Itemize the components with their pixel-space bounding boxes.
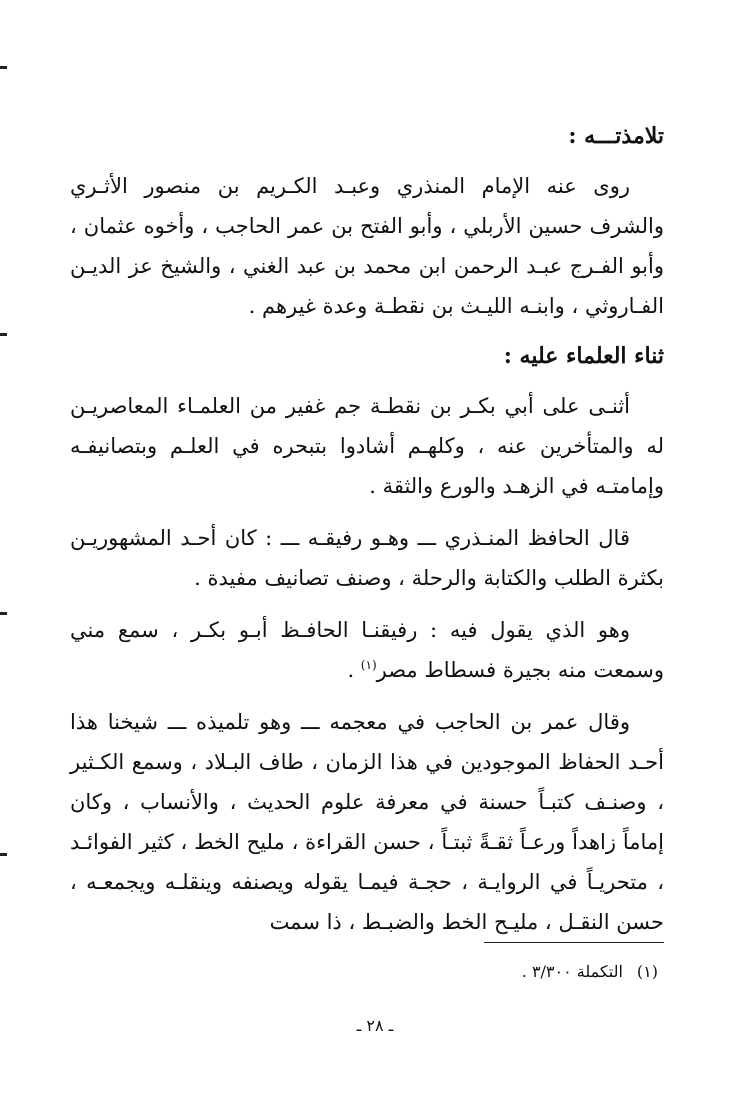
quote-text: وهو الذي يقول فيه : رفيقنـا الحافـظ أبـو بكـر ، سمع مني وسمعت منه بجيرة فسطاط مصر: [70, 618, 664, 682]
heading-praise: ثناء العلماء عليه :: [503, 343, 664, 369]
page-number: ـ ٢٨ ـ: [356, 1016, 394, 1035]
main-text: [70, 118, 664, 954]
students-paragraph: روى عنه الإمام المنذري وعبـد الكـريم بن منصور الأثـري والشرف حسين الأربلي ، وأبو الفتح بن عمر الحاجب ، وأخوه عثمان ، وأبو الفـرج عبـد الرحمن ابن محمد بن عبد الغني ، والشيخ عز الديـن الفـاروثي ، وابنـه الليـث بن نقطـة وعدة غيرهم .: [70, 174, 664, 318]
praise-paragraph: أثنـى على أبي بكـر بن نقطـة جم غفير من العلمـاء المعاصريـن له والمتأخرين عنه ، وكلهـم أشادوا بتبحره في العلـم وبتصانيفـه وإمامتـه في الزهـد والورع والثقة .: [70, 394, 664, 498]
umar-paragraph: وقال عمر بن الحاجب في معجمه ـــ وهو تلميذه ـــ شيخنا هذا أحـد الحفاظ الموجودين في هذا الزمان ، طاف البـلاد ، وسمع الكـثير ، وصنـف كتبـاً حسنة في معرفة علوم الحديث ، والأنساب ، وكان إماماً زاهداً ورعـاً ثقـةً ثبتـاً ، حسن القراءة ، مليح الخط ، كثير الفوائـد ، متحريـاً في الروايـة ، حجـة فيمـا يقوله ويصنفه وينقلـه ويجمعـه ، حسن النقـل ، مليـح الخط والضبـط ، ذا سمت: [70, 710, 664, 934]
footnote-number: (١): [636, 962, 658, 981]
footnote-separator: [484, 942, 664, 943]
scan-margin-mark: [0, 853, 7, 856]
quote-paragraph: [70, 610, 664, 690]
footnote-text: التكملة ٣/٣٠٠ .: [521, 962, 623, 981]
scan-margin-mark: [0, 66, 7, 69]
quote-end: .: [347, 658, 361, 682]
heading-students: تلامذتـــه :: [568, 123, 664, 149]
mundhiri-paragraph: قال الحافظ المنـذري ـــ وهـو رفيقـه ـــ : كان أحـد المشهوريـن بكثرة الطلب والكتابة والرحلة ، وصنف تصانيف مفيدة .: [70, 526, 664, 590]
scan-margin-mark: [0, 333, 7, 336]
footnote: [522, 958, 658, 986]
footnote-reference: (١): [360, 658, 377, 672]
scan-margin-mark: [0, 612, 7, 615]
